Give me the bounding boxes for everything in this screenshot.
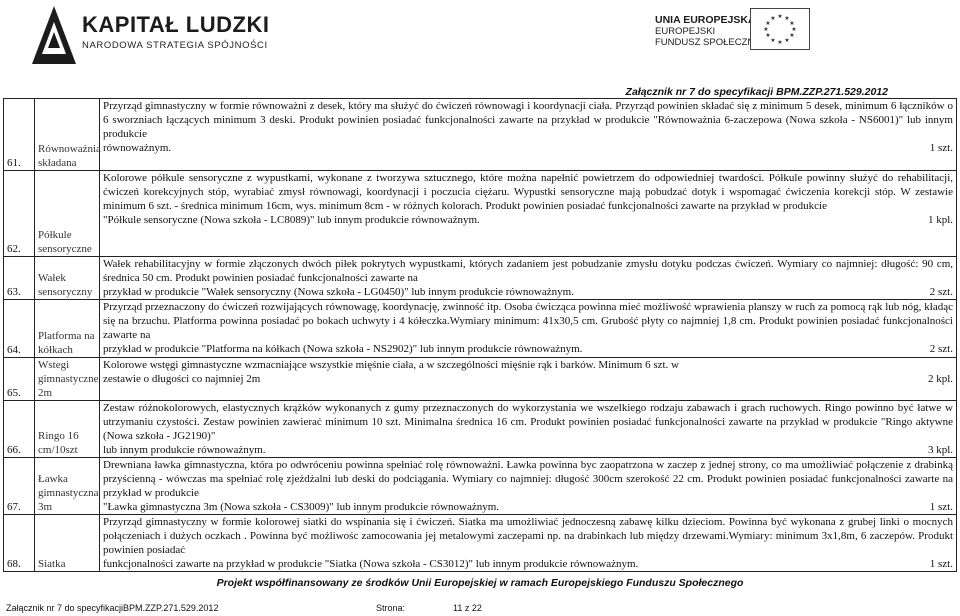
item-quantity: 1 szt. — [929, 558, 953, 570]
item-name: Wstegi gimnastyczne 2m — [35, 358, 100, 401]
table-row — [4, 458, 957, 515]
table-row — [4, 358, 957, 401]
description-text: Przyrząd przeznaczony do ćwiczeń rozwijających równowagę, koordynację, zwinność itp. Osoba ćwicząca powinna mieć możliwość wprawienia planszy w ruch za pomocą rąk lub nóg, kładąc się na brzuchu. Platforma powinna posiadać po bokach uchwyty i 4 kółeczka.Wymiary minimum: 41x30,5 cm. Grubość płyty co najmniej 1,8 cm. Produkt powinien posiadać funkcjonalności zawarte na — [103, 301, 953, 341]
item-quantity: 2 szt. — [929, 343, 953, 355]
eu-line-3: FUNDUSZ SPOŁECZNY — [655, 37, 761, 48]
row-number: 64. — [4, 300, 35, 358]
row-number: 67. — [4, 458, 35, 515]
item-description — [100, 358, 957, 401]
description-end: przykład w produkcie "Wałek sensoryczny (Nowa szkoła - LG0450)" lub innym produkcie równoważnym. — [103, 286, 574, 298]
description-end: zestawie o długości co najmniej 2m — [103, 373, 261, 385]
eu-flag-icon — [750, 8, 810, 50]
svg-text:★: ★ — [770, 16, 776, 22]
table-row — [4, 257, 957, 300]
project-footer: Projekt współfinansowany ze środków Unii Europejskiej w ramach Europejskiego Funduszu Społecznego — [216, 577, 744, 589]
item-name: Siatka — [35, 515, 100, 572]
svg-text:★: ★ — [789, 33, 795, 39]
description-last-line — [103, 557, 953, 571]
description-last-line — [103, 213, 953, 227]
svg-text:★: ★ — [784, 16, 790, 22]
item-quantity: 2 kpl. — [927, 373, 953, 385]
svg-text:★: ★ — [777, 14, 783, 20]
description-end: "Ławka gimnastyczna 3m (Nowa szkoła - CS3009)" lub innym produkcie równoważnym. — [103, 501, 500, 513]
row-number: 63. — [4, 257, 35, 300]
description-text: Przyrząd gimnastyczny w formie kolorowej siatki do wspinania się i ćwiczeń. Siatka ma umożliwiać jednoczesną zabawę kilku dzieciom. Powinna być wykonana z grubej linki o mocnych połączeniach i dużych oczkach . Powinna być możliwośc zamocowania jej metalowymi zaczepami np. na drabinkach lub między drzewami.Wymiary: minimum 3x1,8m, 6 zaczepów. Produkt powinien posiadać — [103, 516, 953, 556]
table-row — [4, 171, 957, 257]
item-name: Ławka gimnastyczna 3m — [35, 458, 100, 515]
annex-label: Załącznik nr 7 do specyfikacji BPM.ZZP.271.529.2012 — [625, 86, 888, 98]
item-quantity: 1 kpl. — [927, 214, 953, 226]
item-name: Ringo 16 cm/10szt — [35, 401, 100, 458]
items-table — [3, 98, 957, 572]
item-description — [100, 458, 957, 515]
svg-text:★: ★ — [777, 40, 783, 46]
description-text: Wałek rehabilitacyjny w formie złączonych dwóch piłek pokrytych wypustkami, których zadaniem jest pobudzanie zmysłu dotyku podczas ćwiczeń. Wymiary co najmniej: długość: 90 cm, średnica 50 cm. Produkt powinien posiadać funkcjonalności zawarte na — [103, 258, 953, 284]
table-row — [4, 401, 957, 458]
description-last-line — [103, 500, 953, 514]
item-description — [100, 401, 957, 458]
svg-text:★: ★ — [765, 21, 771, 27]
item-name: Półkule sensoryczne — [35, 171, 100, 257]
description-end: funkcjonalności zawarte na przykład w produkcie "Siatka (Nowa szkoła - CS3012)" lub innym produkcie równoważnym. — [103, 558, 639, 570]
item-description — [100, 300, 957, 358]
description-text: Przyrząd gimnastyczny w formie równoważni z desek, który ma służyć do ćwiczeń równowagi i koordynacji ciała. Przyrząd powinien składać się z minimum 5 desek, minimum 6 łączników o 6 sworzniach łączących minimum 3 deski. Produkt powinien posiadać funkcjonalności zawarte na przykład w produkcie "Równoważnia 6-zaczepowa (Nowa szkoła - NS6001)" lub innym produkcie — [103, 100, 953, 140]
kapital-ludzki-logo-text — [82, 14, 269, 51]
eu-line-2: EUROPEJSKI — [655, 26, 716, 37]
eu-line-1: UNIA EUROPEJSKA — [655, 14, 756, 26]
item-name: Platforma na kółkach — [35, 300, 100, 358]
description-last-line — [103, 443, 953, 457]
row-number: 62. — [4, 171, 35, 257]
item-description — [100, 515, 957, 572]
page-indicator — [376, 603, 482, 613]
page-header — [0, 0, 960, 72]
item-description — [100, 257, 957, 300]
svg-text:★: ★ — [770, 38, 776, 44]
item-name: Wałek sensoryczny — [35, 257, 100, 300]
description-text: Kolorowe wstęgi gimnastyczne wzmacniające wszystkie mięśnie ciała, a w szczególności mięśnie rąk i barków. Minimum 6 szt. w — [103, 359, 680, 371]
row-number: 66. — [4, 401, 35, 458]
svg-text:★: ★ — [791, 27, 797, 33]
row-number: 61. — [4, 99, 35, 171]
page-number: 11 z 22 — [453, 603, 482, 613]
table-row — [4, 99, 957, 171]
item-quantity: 2 szt. — [929, 286, 953, 298]
item-quantity: 1 szt. — [929, 501, 953, 513]
description-end: przykład w produkcie "Platforma na kółkach (Nowa szkoła - NS2902)" lub innym produkcie równoważnym. — [103, 343, 583, 355]
description-last-line — [103, 342, 953, 356]
description-text: Kolorowe półkule sensoryczne z wypustkami, wykonane z tworzywa sztucznego, które można napełnić powietrzem do odpowiedniej twardości. Półkule powinny służyć do rehabilitacji, ćwiczeń korekcyjnych stóp, wyrabiać zmysł równowagi, koordynacji i poczucia ciężaru. Wypustki sensoryczne mają pobudzać dotyk i wspomagać ćwiczenia korekcji stóp. W zestawie minimum 6 szt. - średnica minimum 16cm, wys. minimum 8cm - w różnych kolorach. Produkt powinien posiadać funkcjonalności zawarte na przykład w produkcie — [103, 172, 953, 212]
description-end: lub innym produkcie równoważnym. — [103, 444, 266, 456]
svg-text:★: ★ — [789, 21, 795, 27]
description-end: "Półkule sensoryczne (Nowa szkoła - LC8089)" lub innym produkcie równoważnym. — [103, 214, 480, 226]
logo-title: KAPITAŁ LUDZKI — [82, 12, 270, 37]
description-last-line — [103, 285, 953, 299]
item-name: Równoważnia składana — [35, 99, 100, 171]
doc-footer-label: Załącznik nr 7 do specyfikacjiBPM.ZZP.271.529.2012 — [6, 603, 219, 613]
table-row — [4, 300, 957, 358]
item-description — [100, 171, 957, 257]
kapital-ludzki-logo-icon — [30, 4, 78, 66]
svg-text:★: ★ — [765, 33, 771, 39]
page-label: Strona: — [376, 603, 406, 613]
table-row — [4, 515, 957, 572]
svg-text:★: ★ — [763, 27, 769, 33]
row-number: 68. — [4, 515, 35, 572]
description-end: równoważnym. — [103, 142, 172, 154]
eu-logo-text — [655, 15, 761, 48]
row-number: 65. — [4, 358, 35, 401]
item-quantity: 3 kpl. — [927, 444, 953, 456]
item-description — [100, 99, 957, 171]
description-last-line — [103, 141, 953, 155]
svg-text:★: ★ — [784, 38, 790, 44]
item-quantity: 1 szt. — [929, 142, 953, 154]
description-text: Drewniana ławka gimnastyczna, która po odwróceniu powinna spełniać rolę równoważni. Ławka powinna byc zaopatrzona w zaczep z jednej strony, co ma umożliwiać połączenie z drabinką przyścienną - wówczas ma spełniać rolę zjeżdżalni lub deski do podciągania. Wymiary co najmniej: długość 300cm szerokość 22 cm. Produkt powinien posiadać funkcjonalności zawarte na przykład w produkcie — [103, 459, 953, 499]
logo-subtitle: NARODOWA STRATEGIA SPÓJNOŚCI — [82, 40, 268, 51]
description-last-line — [103, 372, 953, 386]
description-text: Zestaw różnokolorowych, elastycznych krążków wykonanych z gumy przeznaczonych do wykorzystania we wszelkiego rodzaju zabawach i grach ruchowych. Ringo powinno być łatwe w utrzymaniu czystości. Zestaw powinien zawierać minimum 10 szt. Minimalna średnica 16 cm. Produkt powinien posiadać funkcjonalności zawarte na przykład w produkcie "Ringo aktywne (Nowa szkoła - JG2190)" — [103, 402, 953, 442]
